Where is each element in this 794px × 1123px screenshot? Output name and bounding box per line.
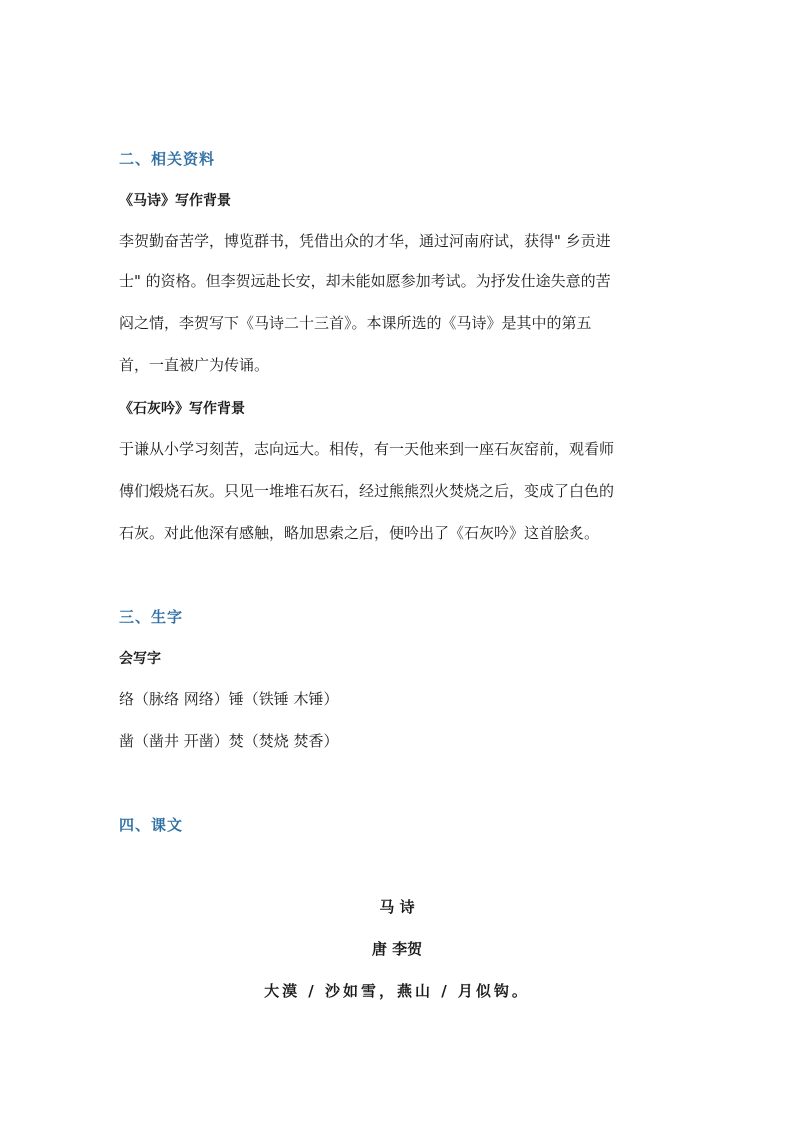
section-heading-new-characters: 三、生字 xyxy=(119,608,184,626)
lime-poem-background-line: 石灰。对此他深有感触，略加思索之后，便吟出了《石灰吟》这首脍炙。 xyxy=(119,524,600,542)
lime-poem-background-line: 傅们煅烧石灰。只见一堆堆石灰石，经过熊熊烈火焚烧之后，变成了白色的 xyxy=(119,482,615,500)
horse-poem-background-title: 《马诗》写作背景 xyxy=(119,193,231,209)
section-heading-related-materials: 二、相关资料 xyxy=(119,150,216,168)
poem-author: 唐 李贺 xyxy=(371,940,423,958)
poem-line: 大漠 / 沙如雪，燕山 / 月似钩。 xyxy=(264,982,530,1000)
horse-poem-background-line: 李贺勤奋苦学，博览群书，凭借出众的才华，通过河南府试，获得" 乡贡进 xyxy=(119,232,611,250)
character-line: 凿（凿井 开凿）焚（焚烧 焚香） xyxy=(119,732,339,750)
horse-poem-background-line: 首，一直被广为传诵。 xyxy=(119,356,270,374)
write-characters-title: 会写字 xyxy=(119,651,161,667)
character-line: 络（脉络 网络）锤（铁锤 木锤） xyxy=(119,690,339,708)
horse-poem-background-line: 士" 的资格。但李贺远赴长安，却未能如愿参加考试。为抒发仕途失意的苦 xyxy=(119,272,611,290)
lime-poem-background-title: 《石灰吟》写作背景 xyxy=(119,401,245,417)
horse-poem-background-line: 闷之情，李贺写下《马诗二十三首》。本课所选的《马诗》是其中的第五 xyxy=(119,314,592,332)
lime-poem-background-line: 于谦从小学习刻苦，志向远大。相传，有一天他来到一座石灰窑前，观看师 xyxy=(119,440,615,458)
poem-title: 马 诗 xyxy=(379,898,415,916)
section-heading-text: 四、课文 xyxy=(119,816,184,834)
